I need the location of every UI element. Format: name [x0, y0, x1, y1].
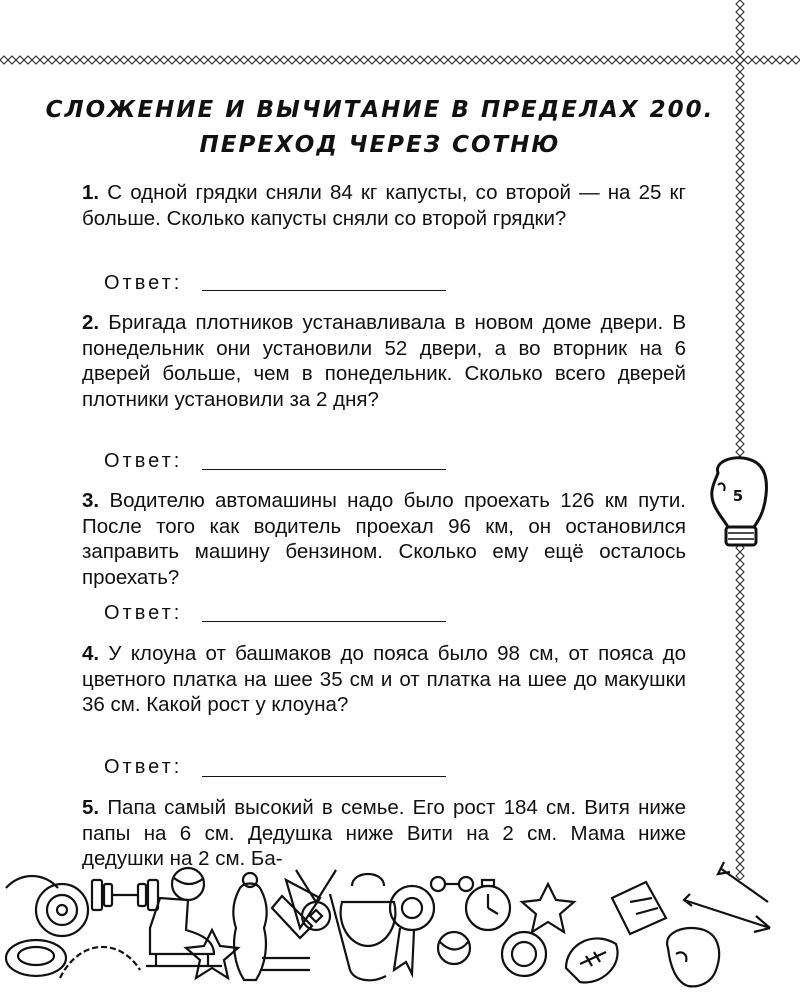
- answer-label-1: Ответ:: [104, 272, 183, 294]
- dart-icon: [718, 862, 768, 902]
- problem-number: 3.: [82, 489, 100, 512]
- tennis-ball-icon: [438, 932, 470, 964]
- problem-2: [82, 310, 686, 412]
- arrow-icon: [684, 894, 770, 932]
- ring-icon: [502, 932, 546, 976]
- problem-number: 5.: [82, 796, 100, 819]
- answer-line-4[interactable]: [202, 776, 446, 777]
- right-chain-border: [734, 0, 746, 880]
- flippers-icon: [612, 882, 666, 934]
- answer-label-4: Ответ:: [104, 756, 183, 778]
- answer-label-3: Ответ:: [104, 602, 183, 624]
- small-dumbbell-icon: [431, 877, 473, 891]
- problem-text: Папа самый высокий в семье. Его рост 184 см. Витя ниже папы на 6 см. Дедушка ниже Вити на 2 см. Мама ниже дедушки на 2 см. Ба-: [82, 796, 686, 870]
- award-rosette-icon: [390, 886, 434, 974]
- jump-rope-icon: [60, 947, 140, 978]
- answer-line-2[interactable]: [202, 469, 446, 470]
- wheel-icon: [36, 884, 88, 936]
- problem-3: [82, 488, 686, 590]
- problem-4: [82, 641, 686, 718]
- hockey-stick-icon: [330, 894, 386, 980]
- kettlebell-icon: [341, 874, 396, 946]
- answer-label-2: Ответ:: [104, 450, 183, 472]
- page-number: 5: [732, 487, 744, 505]
- problem-text: Бригада плотников устанавливала в новом доме двери. В понедельник они установили 52 двери, а во вторник на 6 дверей больше, чем в понедельник. Сколько всего дверей плотники установили за 2 дня?: [82, 311, 686, 411]
- problem-number: 2.: [82, 311, 100, 334]
- medal-star-icon: [522, 884, 574, 932]
- rugby-ball-icon: [566, 938, 618, 982]
- problem-number: 4.: [82, 642, 100, 665]
- answer-line-1[interactable]: [202, 290, 446, 291]
- page-title-line-2: ПЕРЕХОД ЧЕРЕЗ СОТНЮ: [199, 132, 561, 158]
- boxing-glove-small-icon: [667, 928, 719, 986]
- sports-doodle-footer: [0, 858, 800, 1000]
- problem-number: 1.: [82, 181, 100, 204]
- page-title-line-1: СЛОЖЕНИЕ И ВЫЧИТАНИЕ В ПРЕДЕЛАХ 200.: [45, 97, 715, 123]
- problem-1: [82, 180, 686, 231]
- flying-disc-icon: [6, 940, 66, 976]
- top-chain-border: [0, 54, 800, 66]
- answer-line-3[interactable]: [202, 621, 446, 622]
- problem-text: С одной грядки сняли 84 кг капусты, со второй — на 25 кг больше. Сколько капусты сняли со второй грядки?: [82, 181, 686, 230]
- bowling-pin-icon: [233, 873, 266, 980]
- medal-icon: [296, 870, 336, 930]
- ball-icon: [172, 868, 204, 900]
- problem-text: Водителю автомашины надо было проехать 126 км пути. После того как водитель проехал 96 км, он остановился заправить машину бензином. Сколько ему ещё осталось проехать?: [82, 489, 686, 589]
- dumbbell-icon: [92, 880, 158, 910]
- problem-text: У клоуна от башмаков до пояса было 98 см, от пояса до цветного платка на шее 35 см и от платка на шее до макушки 36 см. Какой рост у клоуна?: [82, 642, 687, 716]
